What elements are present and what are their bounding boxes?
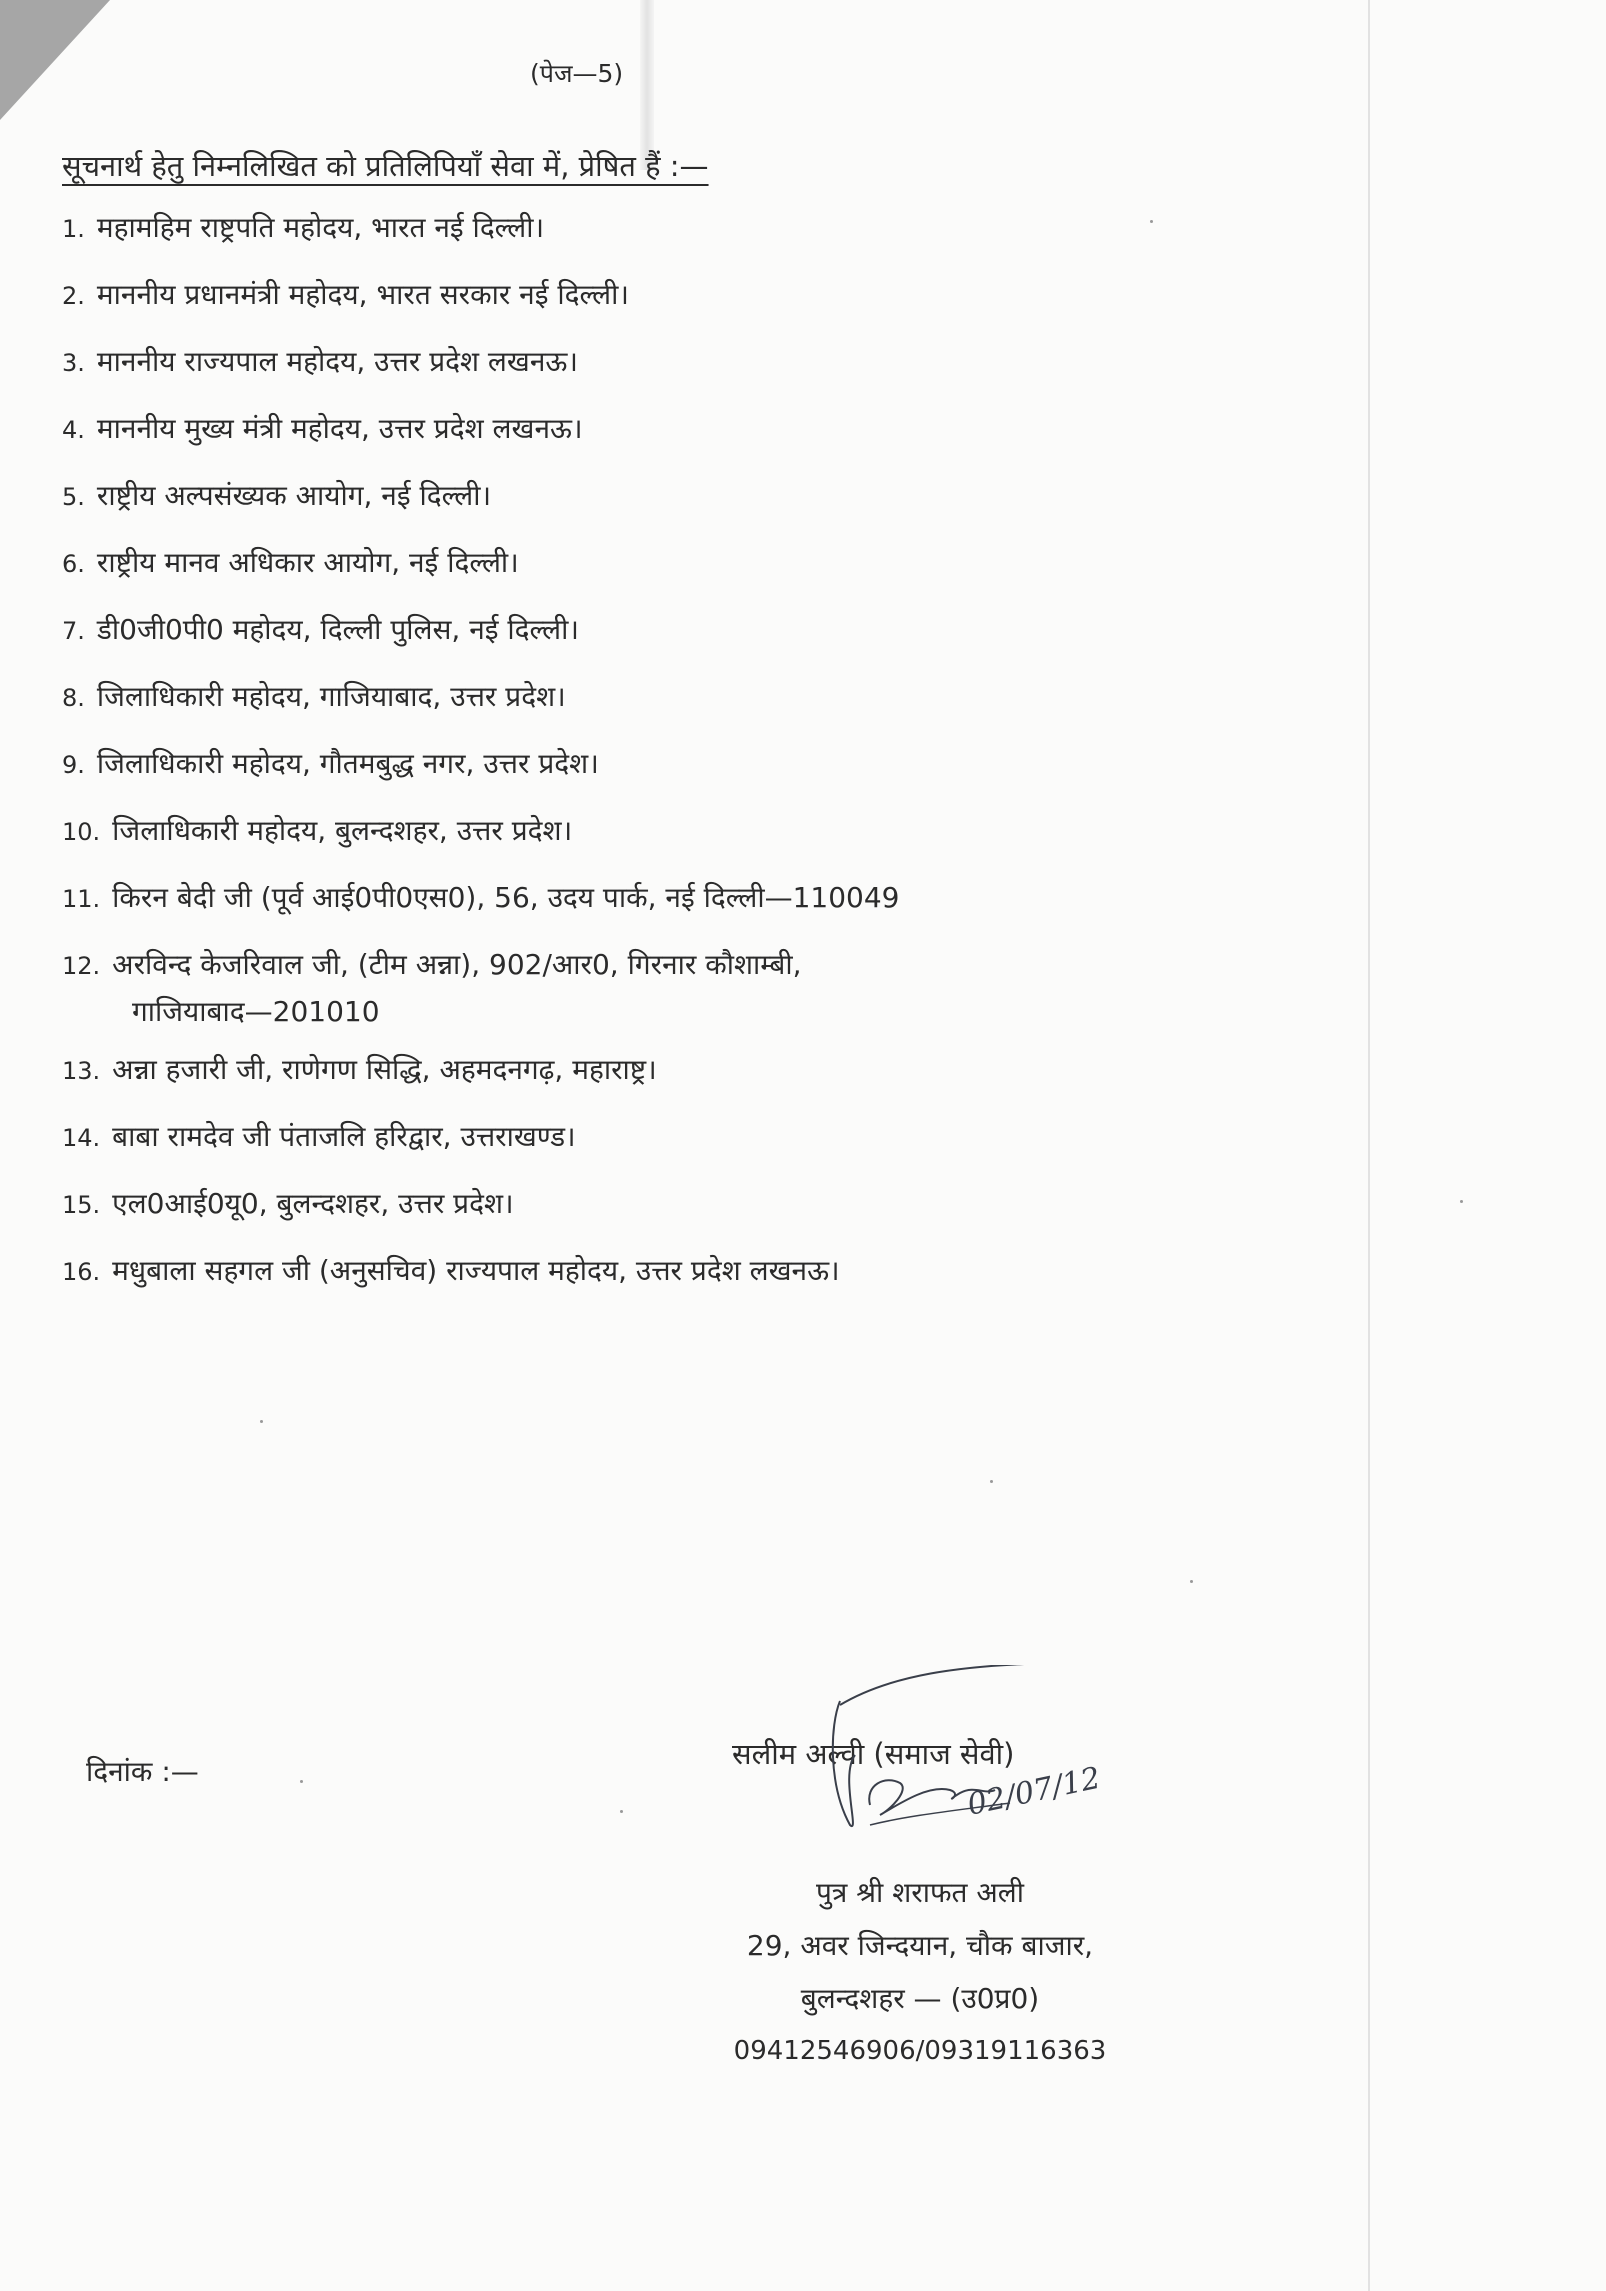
date-label: दिनांक :— — [86, 1755, 199, 1788]
scan-fold-mark — [640, 0, 654, 170]
recipient-number: 7. — [62, 617, 85, 645]
copy-to-heading: सूचनार्थ हेतु निम्नलिखित को प्रतिलिपियाँ सेवा में, प्रेषित हैं :— — [62, 149, 709, 183]
recipient-number: 6. — [62, 550, 85, 578]
recipient-text: महामहिम राष्ट्रपति महोदय, भारत नई दिल्ली। — [96, 211, 545, 244]
scan-speck — [620, 1810, 623, 1813]
recipient-text: माननीय मुख्य मंत्री महोदय, उत्तर प्रदेश लखनऊ। — [96, 412, 583, 445]
recipient-number: 15. — [62, 1191, 101, 1219]
recipient-item — [62, 411, 899, 448]
scan-speck — [300, 1780, 303, 1783]
recipient-text: अन्ना हजारी जी, राणेगण सिद्धि, अहमदनगढ़, महाराष्ट्र। — [112, 1053, 657, 1086]
scan-speck — [1460, 1200, 1463, 1203]
recipient-item — [62, 344, 899, 381]
recipient-number: 9. — [62, 751, 85, 779]
sender-phone-numbers: 09412546906/09319116363 — [733, 2036, 1107, 2066]
sender-address-line1: 29, अवर जिन्दयान, चौक बाजार, — [746, 1929, 1094, 1962]
sender-parent: पुत्र श्री शराफत अली — [815, 1876, 1025, 1909]
recipient-number: 13. — [62, 1057, 101, 1085]
recipient-item — [62, 880, 899, 917]
recipient-text: माननीय राज्यपाल महोदय, उत्तर प्रदेश लखनऊ। — [96, 345, 578, 378]
recipient-number: 4. — [62, 416, 85, 444]
recipient-text: जिलाधिकारी महोदय, गौतमबुद्ध नगर, उत्तर प्रदेश। — [96, 747, 599, 780]
recipient-text: राष्ट्रीय अल्पसंख्यक आयोग, नई दिल्ली। — [96, 479, 492, 512]
recipient-number: 16. — [62, 1258, 101, 1286]
recipient-item — [62, 545, 899, 582]
recipient-text: अरविन्द केजरिवाल जी, (टीम अन्ना), 902/आर0, गिरनार कौशाम्बी, — [112, 948, 802, 981]
scan-speck — [1150, 220, 1153, 223]
recipient-text: जिलाधिकारी महोदय, बुलन्दशहर, उत्तर प्रदेश। — [112, 814, 573, 847]
recipient-item — [62, 1052, 899, 1089]
recipient-text: किरन बेदी जी (पूर्व आई0पी0एस0), 56, उदय पार्क, नई दिल्ली—110049 — [112, 881, 900, 914]
recipient-item — [62, 478, 899, 515]
recipient-item — [62, 1253, 899, 1290]
recipient-number: 8. — [62, 684, 85, 712]
recipient-number: 1. — [62, 215, 85, 243]
recipient-item — [62, 1119, 899, 1156]
recipient-number: 3. — [62, 349, 85, 377]
recipient-number: 10. — [62, 818, 101, 846]
page-edge-line — [1368, 0, 1370, 2291]
recipient-number: 14. — [62, 1124, 101, 1152]
scan-speck — [1190, 1580, 1193, 1583]
handwritten-signature — [810, 1665, 1130, 1865]
recipient-number: 12. — [62, 952, 101, 980]
recipient-number: 11. — [62, 885, 101, 913]
recipient-text: बाबा रामदेव जी पंताजलि हरिद्वार, उत्तराखण्ड। — [112, 1120, 576, 1153]
signature-date: 02/07/12 — [964, 1760, 1104, 1823]
recipient-item — [62, 813, 899, 850]
sender-address-block — [660, 1866, 1180, 2078]
sender-address-line2: बुलन्दशहर — (उ0प्र0) — [800, 1982, 1040, 2015]
recipient-item — [62, 947, 899, 1030]
recipient-list — [62, 210, 899, 1290]
recipient-number: 5. — [62, 483, 85, 511]
recipient-number: 2. — [62, 282, 85, 310]
recipient-text: राष्ट्रीय मानव अधिकार आयोग, नई दिल्ली। — [96, 546, 519, 579]
recipient-item — [62, 1186, 899, 1223]
recipient-item — [62, 277, 899, 314]
recipient-text: मधुबाला सहगल जी (अनुसचिव) राज्यपाल महोदय, उत्तर प्रदेश लखनऊ। — [112, 1254, 840, 1287]
scan-speck — [260, 1420, 263, 1423]
sender-name: सलीम अल्वी (समाज सेवी) — [732, 1737, 1015, 1771]
recipient-item — [62, 612, 899, 649]
recipient-text: जिलाधिकारी महोदय, गाजियाबाद, उत्तर प्रदेश। — [96, 680, 566, 713]
page-number: (पेज—5) — [530, 59, 624, 88]
recipient-item — [62, 210, 899, 247]
recipient-item — [62, 679, 899, 716]
recipient-item — [62, 746, 899, 783]
recipient-text: एल0आई0यू0, बुलन्दशहर, उत्तर प्रदेश। — [112, 1187, 514, 1220]
recipient-text: डी0जी0पी0 महोदय, दिल्ली पुलिस, नई दिल्ली। — [96, 613, 579, 646]
recipient-text: माननीय प्रधानमंत्री महोदय, भारत सरकार नई दिल्ली। — [96, 278, 629, 311]
page-corner-fold — [0, 0, 110, 120]
recipient-text-continuation: गाजियाबाद—201010 — [132, 995, 380, 1028]
scan-speck — [990, 1480, 993, 1483]
